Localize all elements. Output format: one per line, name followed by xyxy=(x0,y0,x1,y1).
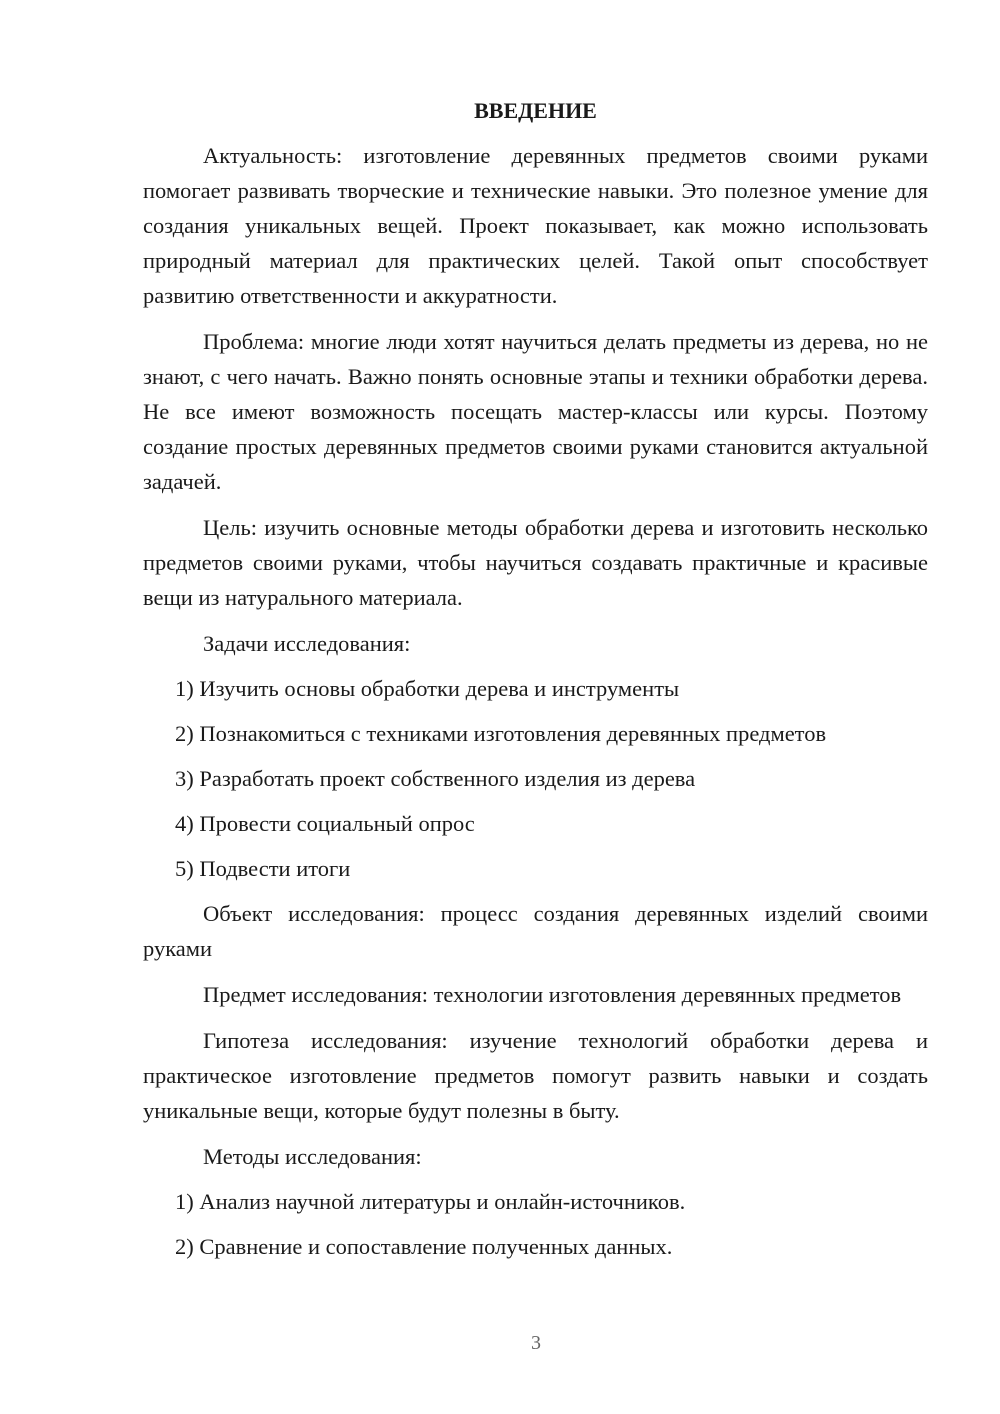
task-item: 4) Провести социальный опрос xyxy=(175,811,475,836)
method-item: 2) Сравнение и сопоставление полученных данных. xyxy=(175,1234,673,1259)
hypothesis-paragraph: Гипотеза исследования: изучение технологий обработки дерева и практическое изготовление предметов помогут развить навыки и создать уникальные вещи, которые будут полезны в быту. xyxy=(143,1028,928,1123)
task-item: 5) Подвести итоги xyxy=(175,856,351,881)
methods-heading: Методы исследования: xyxy=(203,1144,422,1169)
task-item: 1) Изучить основы обработки дерева и инструменты xyxy=(175,676,680,701)
page-content xyxy=(143,96,928,1274)
problem-paragraph: Проблема: многие люди хотят научиться делать предметы из дерева, но не знают, с чего начать. Важно понять основные этапы и техники обработки дерева. Не все имеют возможность посещать мастер-классы или курсы. Поэтому создание простых деревянных предметов своими руками становится актуальной задачей. xyxy=(143,329,928,494)
tasks-list xyxy=(143,671,928,886)
object-paragraph: Объект исследования: процесс создания деревянных изделий своими руками xyxy=(143,901,928,961)
page-number: 3 xyxy=(531,1332,541,1354)
relevance-paragraph: Актуальность: изготовление деревянных предметов своими руками помогает развивать творческие и технические навыки. Это полезное умение для создания уникальных вещей. Проект показывает, как можно использовать природный материал для практических целей. Такой опыт способствует развитию ответственности и аккуратности. xyxy=(143,143,928,308)
tasks-heading: Задачи исследования: xyxy=(203,631,411,656)
subject-paragraph: Предмет исследования: технологии изготовления деревянных предметов xyxy=(203,982,902,1007)
goal-paragraph: Цель: изучить основные методы обработки дерева и изготовить несколько предметов своими руками, чтобы научиться создавать практичные и красивые вещи из натурального материала. xyxy=(143,515,928,610)
task-item: 2) Познакомиться с техниками изготовления деревянных предметов xyxy=(175,721,827,746)
methods-list xyxy=(143,1184,928,1264)
method-item: 1) Анализ научной литературы и онлайн-источников. xyxy=(175,1189,686,1214)
task-item: 3) Разработать проект собственного изделия из дерева xyxy=(175,766,696,791)
page-title: ВВЕДЕНИЕ xyxy=(474,98,597,123)
